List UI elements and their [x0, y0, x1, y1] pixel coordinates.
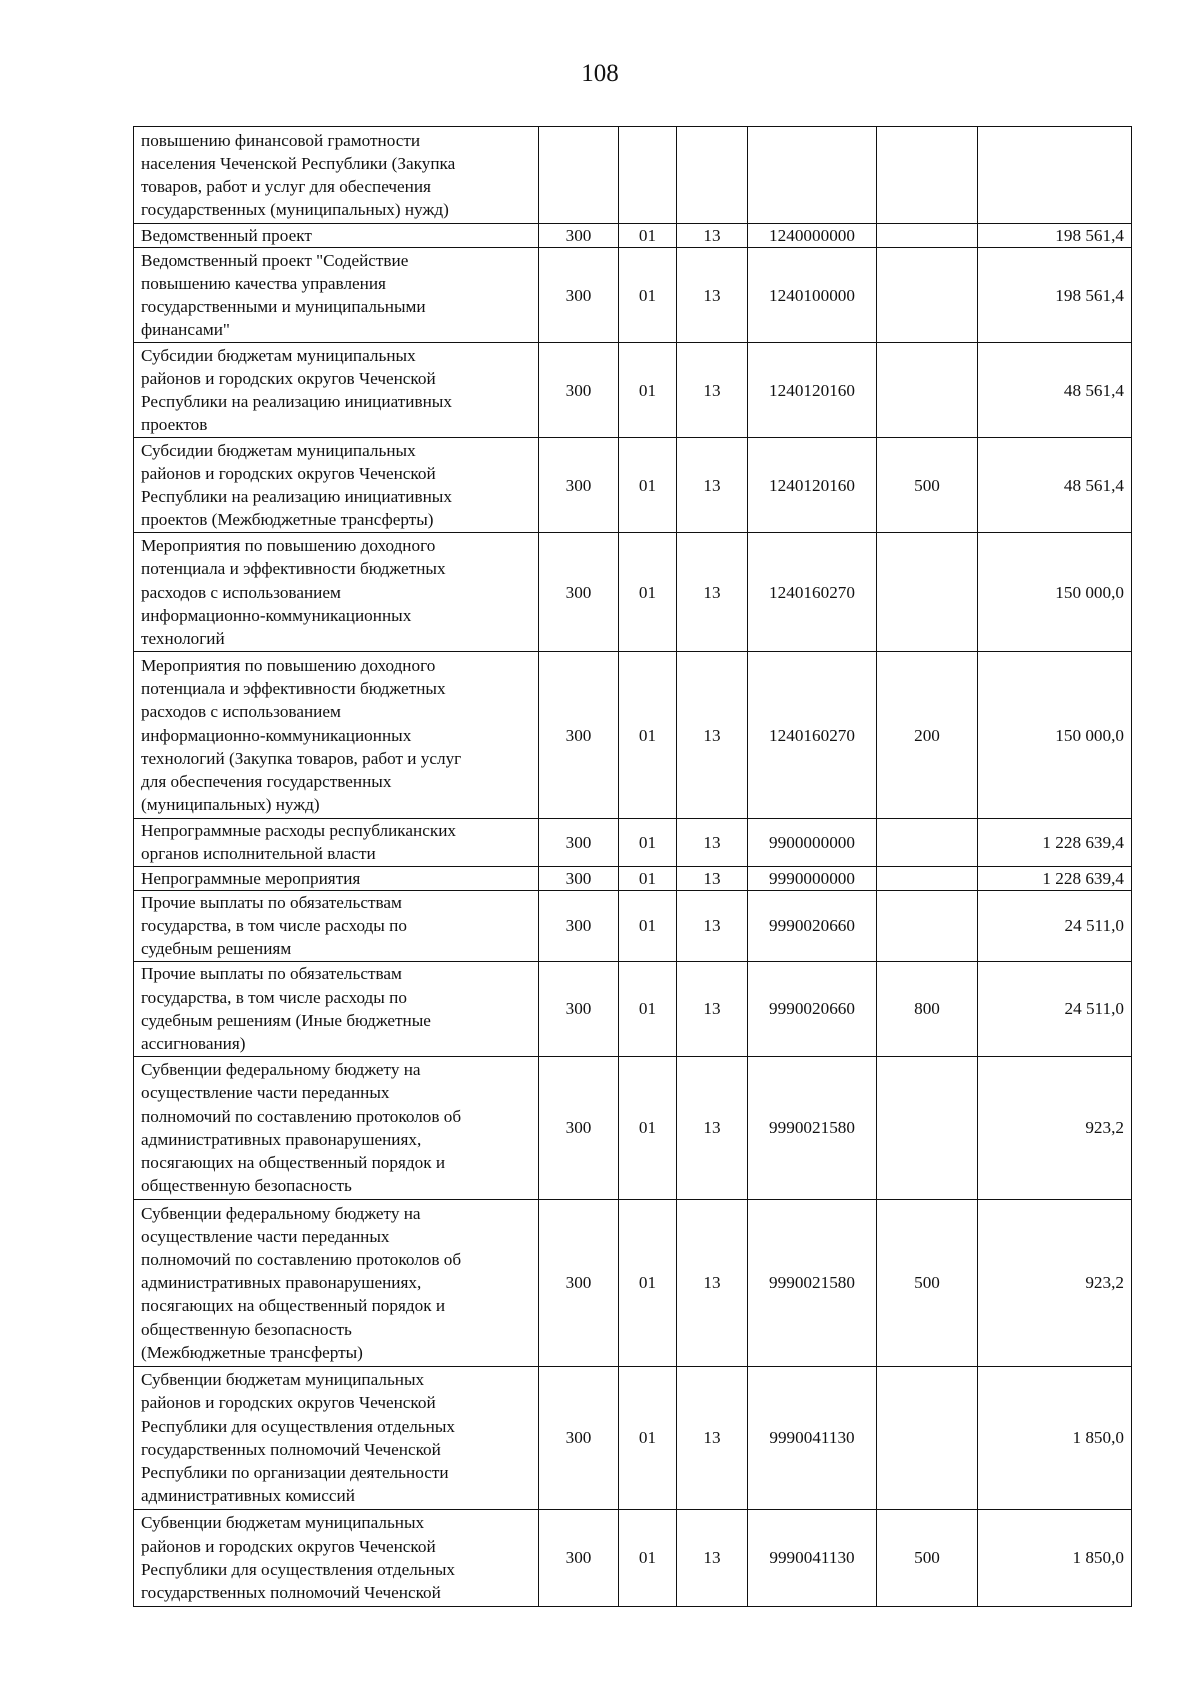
table-body: [134, 127, 1132, 1607]
row-csr-cell: 9990000000: [748, 866, 877, 890]
table-row: [134, 533, 1132, 652]
row-ved-cell: 300: [539, 1509, 619, 1606]
row-pr-cell: 13: [677, 866, 748, 890]
row-csr-cell: 9990020660: [748, 961, 877, 1056]
row-name-cell: Ведомственный проект: [134, 224, 539, 248]
row-pr-cell: 13: [677, 890, 748, 961]
table-row: [134, 890, 1132, 961]
row-sum-cell: 48 561,4: [978, 438, 1132, 533]
row-name-cell: Субсидии бюджетам муниципальных районов и городских округов Чеченской Республики на реализацию инициативных проектов: [134, 343, 539, 438]
table-row: [134, 1199, 1132, 1366]
row-name-cell: Мероприятия по повышению доходного потенциала и эффективности бюджетных расходов с использованием информационно-коммуникационных технологий (Закупка товаров, работ и услуг для обеспечения государственных (муниципальных) нужд): [134, 652, 539, 819]
table-row: [134, 438, 1132, 533]
row-name-cell: Ведомственный проект "Содействие повышению качества управления государственными и муниципальными финансами": [134, 248, 539, 343]
row-rz-cell: 01: [619, 866, 677, 890]
row-vr-cell: 500: [877, 438, 978, 533]
row-ved-cell: 300: [539, 248, 619, 343]
row-vr-cell: 500: [877, 1199, 978, 1366]
table-row: [134, 1366, 1132, 1509]
row-csr-cell: 9990041130: [748, 1366, 877, 1509]
row-rz-cell: 01: [619, 890, 677, 961]
row-ved-cell: 300: [539, 1199, 619, 1366]
row-sum-cell: 1 228 639,4: [978, 819, 1132, 866]
row-vr-cell: 500: [877, 1509, 978, 1606]
row-csr-cell: 9990020660: [748, 890, 877, 961]
table-row: [134, 343, 1132, 438]
row-vr-cell: [877, 248, 978, 343]
row-ved-cell: 300: [539, 819, 619, 866]
row-sum-cell: 198 561,4: [978, 224, 1132, 248]
row-ved-cell: 300: [539, 1056, 619, 1199]
table-row: [134, 866, 1132, 890]
row-name-cell: Мероприятия по повышению доходного потенциала и эффективности бюджетных расходов с использованием информационно-коммуникационных технологий: [134, 533, 539, 652]
row-name-cell: Субвенции федеральному бюджету на осуществление части переданных полномочий по составлению протоколов об административных правонарушениях, посягающих на общественный порядок и общественную безопасность (Межбюджетные трансферты): [134, 1199, 539, 1366]
row-csr-cell: 1240100000: [748, 248, 877, 343]
row-name-cell: Субсидии бюджетам муниципальных районов и городских округов Чеченской Республики на реализацию инициативных проектов (Межбюджетные трансферты): [134, 438, 539, 533]
row-sum-cell: 24 511,0: [978, 890, 1132, 961]
row-csr-cell: 9900000000: [748, 819, 877, 866]
row-sum-cell: 198 561,4: [978, 248, 1132, 343]
row-vr-cell: [877, 1056, 978, 1199]
row-name-cell: Прочие выплаты по обязательствам государства, в том числе расходы по судебным решениям (Иные бюджетные ассигнования): [134, 961, 539, 1056]
row-name-cell: Субвенции федеральному бюджету на осуществление части переданных полномочий по составлению протоколов об административных правонарушениях, посягающих на общественный порядок и общественную безопасность: [134, 1056, 539, 1199]
row-ved-cell: 300: [539, 890, 619, 961]
row-csr-cell: 1240160270: [748, 652, 877, 819]
row-pr-cell: 13: [677, 343, 748, 438]
table-row: [134, 819, 1132, 866]
row-rz-cell: 01: [619, 343, 677, 438]
row-name-cell: Субвенции бюджетам муниципальных районов и городских округов Чеченской Республики для осуществления отдельных государственных полномочий Чеченской: [134, 1509, 539, 1606]
row-name-cell: повышению финансовой грамотности населения Чеченской Республики (Закупка товаров, работ и услуг для обеспечения государственных (муниципальных) нужд): [134, 127, 539, 224]
row-sum-cell: 1 850,0: [978, 1509, 1132, 1606]
table-row: [134, 248, 1132, 343]
row-rz-cell: 01: [619, 248, 677, 343]
row-vr-cell: [877, 533, 978, 652]
row-csr-cell: 1240120160: [748, 343, 877, 438]
row-csr-cell: 9990041130: [748, 1509, 877, 1606]
row-ved-cell: 300: [539, 533, 619, 652]
row-ved-cell: [539, 127, 619, 224]
row-csr-cell: 9990021580: [748, 1056, 877, 1199]
row-rz-cell: 01: [619, 1509, 677, 1606]
row-vr-cell: [877, 343, 978, 438]
row-name-cell: Непрограммные расходы республиканских органов исполнительной власти: [134, 819, 539, 866]
row-sum-cell: 923,2: [978, 1056, 1132, 1199]
row-rz-cell: [619, 127, 677, 224]
row-pr-cell: 13: [677, 1056, 748, 1199]
row-rz-cell: 01: [619, 819, 677, 866]
row-sum-cell: 1 228 639,4: [978, 866, 1132, 890]
table-row: [134, 1509, 1132, 1606]
row-sum-cell: 48 561,4: [978, 343, 1132, 438]
row-csr-cell: 1240000000: [748, 224, 877, 248]
row-name-cell: Непрограммные мероприятия: [134, 866, 539, 890]
row-sum-cell: 1 850,0: [978, 1366, 1132, 1509]
row-sum-cell: 24 511,0: [978, 961, 1132, 1056]
row-sum-cell: 150 000,0: [978, 533, 1132, 652]
row-rz-cell: 01: [619, 1366, 677, 1509]
row-csr-cell: [748, 127, 877, 224]
row-vr-cell: [877, 866, 978, 890]
row-vr-cell: [877, 224, 978, 248]
table-row: [134, 961, 1132, 1056]
budget-table: [133, 126, 1132, 1607]
row-vr-cell: 200: [877, 652, 978, 819]
row-pr-cell: 13: [677, 248, 748, 343]
row-ved-cell: 300: [539, 1366, 619, 1509]
row-rz-cell: 01: [619, 224, 677, 248]
row-pr-cell: 13: [677, 819, 748, 866]
row-ved-cell: 300: [539, 224, 619, 248]
table-row: [134, 224, 1132, 248]
row-ved-cell: 300: [539, 438, 619, 533]
row-pr-cell: 13: [677, 533, 748, 652]
row-rz-cell: 01: [619, 652, 677, 819]
row-pr-cell: [677, 127, 748, 224]
row-vr-cell: 800: [877, 961, 978, 1056]
row-vr-cell: [877, 1366, 978, 1509]
row-rz-cell: 01: [619, 961, 677, 1056]
page-number: 108: [581, 60, 619, 87]
row-sum-cell: [978, 127, 1132, 224]
row-rz-cell: 01: [619, 533, 677, 652]
row-name-cell: Прочие выплаты по обязательствам государства, в том числе расходы по судебным решениям: [134, 890, 539, 961]
row-ved-cell: 300: [539, 652, 619, 819]
row-name-cell: Субвенции бюджетам муниципальных районов и городских округов Чеченской Республики для осуществления отдельных государственных полномочий Чеченской Республики по организации деятельности административных комиссий: [134, 1366, 539, 1509]
row-ved-cell: 300: [539, 961, 619, 1056]
row-vr-cell: [877, 127, 978, 224]
row-pr-cell: 13: [677, 224, 748, 248]
row-vr-cell: [877, 819, 978, 866]
row-pr-cell: 13: [677, 438, 748, 533]
table-row: [134, 652, 1132, 819]
row-rz-cell: 01: [619, 1056, 677, 1199]
row-csr-cell: 1240160270: [748, 533, 877, 652]
row-sum-cell: 150 000,0: [978, 652, 1132, 819]
row-pr-cell: 13: [677, 961, 748, 1056]
row-rz-cell: 01: [619, 1199, 677, 1366]
row-pr-cell: 13: [677, 1199, 748, 1366]
row-ved-cell: 300: [539, 343, 619, 438]
row-csr-cell: 1240120160: [748, 438, 877, 533]
row-sum-cell: 923,2: [978, 1199, 1132, 1366]
table-row: [134, 1056, 1132, 1199]
row-pr-cell: 13: [677, 1509, 748, 1606]
row-pr-cell: 13: [677, 652, 748, 819]
row-ved-cell: 300: [539, 866, 619, 890]
row-rz-cell: 01: [619, 438, 677, 533]
row-csr-cell: 9990021580: [748, 1199, 877, 1366]
row-vr-cell: [877, 890, 978, 961]
row-pr-cell: 13: [677, 1366, 748, 1509]
table-row: [134, 127, 1132, 224]
